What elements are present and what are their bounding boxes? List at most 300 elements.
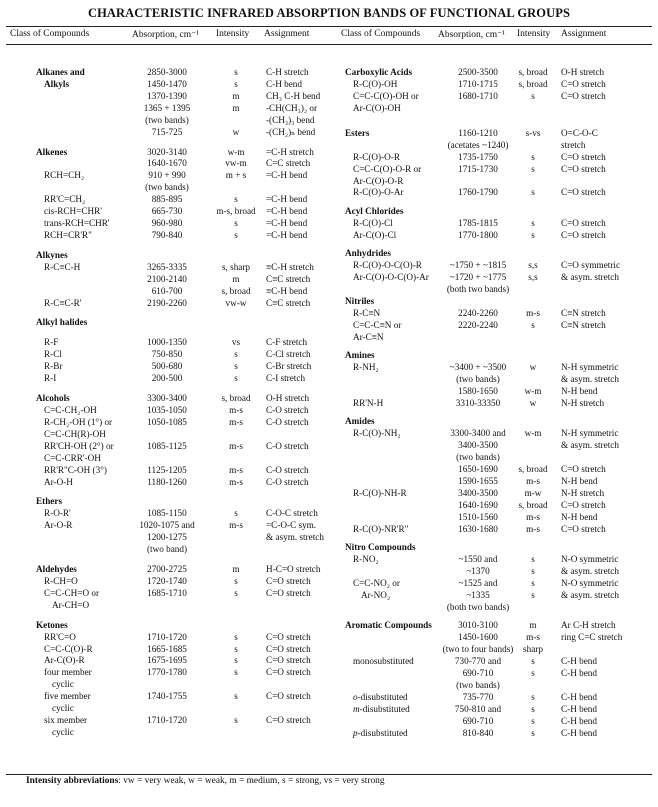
table-cell-class: Alcohols (36, 393, 70, 404)
table-cell-class: Aldehydes (36, 564, 77, 575)
table-cell-intensity: m-s (526, 476, 540, 487)
table-cell-absorption: 1370-1390 (147, 90, 187, 101)
table-cell-absorption: 3020-3140 (147, 146, 187, 157)
table-cell-absorption: 2220-2240 (458, 319, 498, 330)
table-cell-intensity: m (232, 90, 240, 101)
table-cell-assignment: & asym. stretch (561, 440, 619, 451)
table-cell-class: C=C-CH=O or (44, 587, 100, 598)
table-cell-intensity: vw-m (225, 158, 247, 169)
table-cell-class: R-C(O)-O-Ar (353, 187, 404, 198)
table-cell-intensity: s (234, 349, 238, 360)
document-title: CHARACTERISTIC INFRARED ABSORPTION BANDS OF FUNCTIONAL GROUPS (87, 6, 571, 20)
table-cell-intensity: s (531, 668, 535, 679)
table-cell-assignment: & asym. stretch (561, 566, 619, 577)
table-cell-assignment: C-O stretch (266, 416, 309, 427)
table-cell-assignment: & asym. stretch (266, 532, 324, 543)
table-cell-assignment: =C-H bend (266, 218, 308, 229)
table-cell-assignment: N-H bend (561, 386, 598, 397)
table-cell-class: Amides (345, 416, 375, 427)
table-cell-assignment: O=C-O-C (561, 127, 598, 138)
table-cell-absorption: 690-710 (462, 668, 494, 679)
table-cell-assignment: -(CH₂)ₙ bend (266, 126, 316, 137)
table-cell-absorption: 910 + 990 (148, 170, 186, 181)
table-cell-class: Ar-C(O)-O-R (353, 175, 404, 186)
table-cell-absorption: 1710-1720 (147, 715, 187, 726)
table-cell-intensity: s, broad (518, 500, 548, 511)
table-cell-absorption: 1050-1085 (147, 416, 187, 427)
table-cell-absorption: 1710-1720 (147, 631, 187, 642)
table-cell-class: RCH=CR'R" (44, 229, 92, 240)
table-cell-intensity: s (234, 631, 238, 642)
table-cell-absorption: 885-895 (151, 194, 183, 205)
table-cell-class: p-disubstituted (353, 727, 408, 738)
table-cell-intensity: m-s (526, 523, 540, 534)
table-cell-assignment: N-H symmetric (561, 428, 619, 439)
table-cell-assignment: C=O stretch (561, 78, 606, 89)
table-cell-assignment: =C-H bend (266, 194, 308, 205)
table-cell-assignment: -(CH₃)₃ bend (266, 114, 315, 125)
table-cell-absorption: (both two bands) (446, 602, 510, 613)
table-cell-class: Amines (345, 350, 375, 361)
table-cell-intensity: s (531, 692, 535, 703)
table-cell-intensity: w (529, 398, 537, 408)
table-cell-absorption: 3300-3400 and (450, 428, 506, 439)
table-cell-assignment: C=O stretch (266, 631, 311, 642)
table-cell-class: R-C(O)-O-R (353, 151, 400, 162)
table-cell-intensity: s (531, 187, 535, 198)
table-cell-class: Aromatic Compounds (345, 620, 432, 631)
table-cell-intensity: s, broad (518, 464, 548, 475)
table-cell-class: RR'C=O (44, 631, 76, 642)
table-cell-class: RCH=CH₂ (44, 170, 85, 181)
table-cell-absorption: 3310-33350 (455, 398, 501, 408)
header-class-right: Class of Compounds (341, 29, 421, 39)
table-cell-absorption: 1510-1560 (458, 511, 498, 522)
table-cell-intensity: vs (231, 337, 241, 348)
table-cell-intensity: m-s (229, 476, 243, 487)
table-cell-class: R-C(O)-OH (353, 78, 398, 89)
table-cell-absorption: ~1720 + ~1775 (449, 272, 507, 283)
table-cell-class: Ketones (36, 619, 68, 630)
table-cell-assignment: =C-H bend (266, 170, 308, 181)
table-cell-class: C=C-C(O)-R (44, 643, 93, 654)
table-cell-assignment: C-H bend (561, 668, 597, 679)
table-cell-intensity: s,s (528, 260, 538, 271)
table-cell-intensity: s, sharp (221, 261, 251, 272)
table-cell-assignment: N-O symmetric (561, 578, 619, 589)
table-cell-class: Ar-C(O)-Cl (353, 229, 397, 240)
table-cell-intensity: s (234, 575, 238, 586)
table-cell-assignment: C=O stretch (561, 229, 606, 240)
table-cell-absorption: ~1370 (466, 566, 490, 577)
table-cell-intensity: s (531, 716, 535, 726)
table-cell-absorption: 1200-1275 (147, 532, 187, 543)
table-cell-assignment: C-H bend (561, 704, 597, 715)
table-cell-class: R-C≡N (353, 307, 381, 318)
table-cell-class: Nitriles (345, 295, 375, 306)
table-cell-intensity: m-s (229, 520, 243, 531)
table-cell-class: C=C-CH(R)-OH (44, 428, 106, 439)
table-cell-intensity: s (531, 554, 535, 565)
table-cell-class: six member (44, 715, 88, 726)
table-cell-intensity: s (531, 656, 535, 667)
table-cell-intensity: s (531, 578, 535, 589)
table-cell-absorption: 750-850 (151, 349, 183, 360)
table-cell-assignment: C=O symmetric (561, 260, 621, 271)
table-cell-absorption: 2190-2260 (147, 297, 187, 308)
table-cell-absorption: 1085-1125 (147, 440, 187, 451)
table-cell-class: o-disubstituted (353, 692, 408, 703)
table-cell-assignment: & asym. stretch (561, 374, 619, 385)
table-cell-absorption: 665-730 (151, 206, 183, 217)
table-cell-intensity: s (234, 715, 238, 726)
table-cell-class: Ar-C(O)-OH (353, 102, 401, 113)
table-cell-assignment: N-H bend (561, 476, 598, 487)
table-cell-intensity: m-s (526, 307, 540, 318)
table-cell-assignment: C-Cl stretch (266, 349, 311, 360)
table-cell-absorption: 1450-1600 (458, 632, 498, 643)
table-cell-intensity: m (232, 102, 240, 113)
table-cell-assignment: =C-H bend (266, 229, 308, 240)
table-cell-class: Ar-NO₂ (361, 590, 391, 601)
table-cell-absorption: (two bands) (456, 680, 500, 691)
table-cell-assignment: C=O stretch (561, 187, 606, 198)
table-cell-intensity: s (234, 194, 238, 205)
header-class-left: Class of Compounds (10, 29, 90, 39)
table-cell-absorption: 1680-1710 (458, 90, 498, 101)
table-cell-intensity: s (531, 704, 535, 715)
table-cell-absorption: (both two bands) (446, 284, 510, 295)
table-cell-intensity: s,s (528, 272, 538, 283)
table-cell-absorption: 1035-1050 (147, 405, 187, 415)
table-cell-absorption: (two band) (146, 544, 188, 555)
table-cell-assignment: C-H bend (561, 692, 597, 703)
table-cell-assignment: C-H bend (266, 78, 302, 89)
table-cell-absorption: 3400-3500 (458, 440, 498, 451)
table-cell-class: Ar-O-R (44, 520, 73, 531)
table-cell-assignment: C-F stretch (266, 337, 308, 348)
table-cell-intensity: m-s (229, 464, 243, 475)
table-cell-absorption: (two bands) (456, 374, 500, 385)
table-cell-absorption: 1450-1470 (147, 78, 187, 89)
footer-label: Intensity abbreviations (26, 776, 119, 786)
table-cell-class: cyclic (52, 703, 74, 714)
table-cell-intensity: m-s (229, 405, 243, 415)
table-cell-assignment: C-O stretch (266, 476, 309, 487)
table-cell-absorption: 1365 + 1395 (143, 102, 191, 113)
table-cell-absorption: 200-500 (151, 373, 183, 384)
table-cell-assignment: O-H stretch (561, 67, 605, 77)
table-cell-intensity: s (234, 655, 238, 666)
table-cell-class: Anhydrides (345, 248, 391, 259)
table-cell-assignment: =C-H stretch (266, 146, 314, 157)
header-assignment-right: Assignment (561, 29, 607, 39)
table-cell-class: C=C-NO₂ or (353, 578, 400, 589)
table-cell-absorption: 790-840 (151, 229, 183, 240)
table-cell-absorption: 500-680 (151, 361, 183, 372)
table-cell-absorption: 1710-1715 (458, 78, 498, 89)
table-cell-absorption: 960-980 (151, 218, 183, 229)
table-cell-intensity: s (234, 218, 238, 229)
table-cell-class: monosubstituted (353, 656, 414, 667)
footer-rule (6, 774, 652, 775)
table-cell-assignment: C=O stretch (266, 643, 311, 654)
table-cell-class: cis-RCH=CHR' (44, 206, 102, 217)
table-cell-absorption: 1720-1740 (147, 575, 187, 586)
table-cell-intensity: s, broad (221, 285, 251, 296)
table-cell-assignment: C=O stretch (561, 90, 606, 101)
table-cell-class: RR'R"C-OH (3°) (44, 464, 107, 475)
table-cell-class: R-O-R' (44, 508, 71, 519)
intensity-abbreviations (26, 776, 385, 786)
table-cell-absorption: 1640-1690 (458, 500, 498, 511)
table-cell-absorption: 1580-1650 (458, 386, 498, 397)
table-cell-absorption: 1715-1730 (458, 163, 498, 174)
table-cell-assignment: C=O stretch (561, 163, 606, 174)
table-cell-assignment: N-H stretch (561, 488, 605, 499)
table-cell-absorption: 730-770 and (454, 656, 502, 667)
table-cell-assignment: C-O stretch (266, 464, 309, 475)
table-cell-intensity: m-s (526, 511, 540, 522)
table-cell-intensity: w-m (524, 428, 542, 439)
table-cell-class: R-F (44, 337, 59, 348)
table-cell-class: C=C-CRR'-OH (44, 452, 101, 463)
table-cell-absorption: 1685-1710 (147, 587, 187, 598)
table-cell-assignment: C-Br stretch (266, 361, 312, 372)
table-cell-intensity: s, broad (518, 67, 548, 77)
table-cell-class: Alkynes (36, 249, 68, 260)
table-cell-intensity: m + s (225, 170, 247, 181)
table-cell-class: R-NO₂ (353, 554, 379, 565)
table-cell-intensity: s (531, 319, 535, 330)
table-cell-class: Ar-O-H (44, 476, 73, 487)
header-absorption-right: Absorption, cm⁻¹ (438, 30, 505, 40)
header-top-rule (6, 26, 652, 27)
table-cell-intensity: m-s (526, 632, 540, 643)
table-cell-class: C=C-C(O)-OH or (353, 90, 419, 101)
table-cell-absorption: 1160-1210 (458, 127, 498, 138)
table-cell-class: R-C(O)-O-C(O)-R (353, 260, 422, 271)
table-cell-class: five member (44, 691, 91, 702)
table-cell-assignment: C≡C stretch (266, 297, 311, 308)
table-cell-absorption: 3265-3335 (147, 261, 187, 272)
table-cell-class: cyclic (52, 727, 74, 737)
table-cell-class: C=C-C(O)-O-R or (353, 163, 422, 174)
table-cell-assignment: C=O stretch (266, 575, 311, 586)
table-cell-assignment: C-O stretch (266, 405, 309, 415)
table-cell-absorption: 2240-2260 (458, 307, 498, 318)
table-cell-assignment: ≡C-H bend (266, 285, 308, 296)
table-cell-intensity: m (232, 564, 240, 575)
table-cell-intensity: s (234, 78, 238, 89)
table-cell-intensity: s (531, 90, 535, 101)
table-cell-intensity: m (529, 620, 537, 631)
table-cell-class: Nitro Compounds (345, 542, 416, 553)
table-cell-intensity: w-m (524, 386, 542, 397)
table-cell-class: Carboxylic Acids (345, 67, 413, 77)
table-cell-class: m-disubstituted (353, 704, 410, 715)
table-cell-class: Ethers (36, 496, 63, 507)
table-cell-assignment: & asym. stretch (561, 590, 619, 601)
table-cell-intensity: w-m (227, 146, 245, 157)
table-cell-intensity: s (531, 566, 535, 577)
table-cell-absorption: 2500-3500 (458, 67, 498, 77)
table-cell-assignment: & asym. stretch (561, 272, 619, 283)
table-cell-assignment: N-H stretch (561, 398, 605, 408)
table-cell-assignment: C-H bend (561, 656, 597, 667)
table-cell-class: R-Cl (44, 349, 62, 360)
table-cell-class: Ar-CH=O (52, 599, 90, 610)
table-cell-class: Ar-C≡N (353, 331, 384, 342)
table-cell-class: Alkyls (44, 78, 70, 89)
table-cell-absorption: 610-700 (151, 285, 183, 296)
table-cell-assignment: C=O stretch (561, 151, 606, 162)
table-cell-absorption: 3010-3100 (458, 620, 498, 631)
table-cell-class: R-CH=O (44, 575, 78, 586)
table-cell-absorption: (acetates ~1240) (447, 139, 509, 150)
table-cell-class: C=C-C≡N or (353, 319, 402, 330)
table-cell-assignment: C-H stretch (266, 67, 309, 77)
table-cell-class: R-C(O)-Cl (353, 217, 393, 228)
table-cell-intensity: s (531, 727, 535, 738)
table-cell-assignment: C=O stretch (266, 715, 311, 726)
table-cell-absorption: 750-810 and (454, 704, 502, 715)
table-cell-assignment: C=O stretch (561, 464, 606, 475)
table-cell-intensity: s (234, 643, 238, 654)
table-cell-assignment: CH₃ C-H bend (266, 90, 321, 101)
table-cell-absorption: 1640-1670 (147, 158, 187, 169)
table-cell-absorption: 1770-1780 (147, 667, 187, 678)
table-cell-assignment: C=O stretch (266, 667, 311, 678)
table-cell-intensity: s (234, 587, 238, 598)
table-cell-intensity: s (234, 67, 238, 77)
table-cell-absorption: 735-770 (462, 692, 494, 703)
table-cell-assignment: C≡N stretch (561, 319, 606, 330)
table-cell-absorption: 1590-1655 (458, 476, 498, 487)
table-cell-assignment: stretch (561, 139, 586, 150)
header-intensity-left: Intensity (216, 29, 250, 39)
table-cell-assignment: C=O stretch (266, 587, 311, 598)
table-cell-class: Ar-C(O)-R (44, 655, 85, 666)
table-cell-absorption: 1665-1685 (147, 643, 187, 654)
table-cell-absorption: 1650-1690 (458, 464, 498, 475)
table-cell-absorption: 690-710 (462, 716, 494, 726)
table-cell-class: Alkyl halides (36, 317, 88, 328)
table-cell-absorption: 810-840 (462, 727, 494, 738)
table-cell-assignment: C-O-C stretch (266, 508, 318, 519)
table-cell-absorption: 715-725 (151, 126, 183, 137)
table-cell-intensity: w (232, 126, 240, 137)
table-cell-class: Esters (345, 127, 370, 138)
table-cell-class: cyclic (52, 679, 74, 690)
table-cell-class: RR'N-H (353, 398, 384, 408)
table-cell-absorption: (two to four bands) (442, 644, 514, 655)
footer-text: : vw = very weak, w = weak, m = medium, s = strong, vs = very strong (118, 776, 385, 786)
table-cell-assignment: N-H symmetric (561, 362, 619, 373)
table-cell-absorption: 3400-3500 (458, 488, 498, 499)
table-cell-assignment: C≡N stretch (561, 307, 606, 318)
table-cell-absorption: 1735-1750 (458, 151, 498, 162)
table-cell-absorption: 2700-2725 (147, 564, 187, 575)
table-cell-absorption: ~1550 and (458, 554, 498, 565)
header-bottom-rule (6, 44, 652, 45)
table-cell-class: RR'CH-OH (2°) or (44, 440, 114, 451)
table-cell-intensity: s (531, 151, 535, 162)
table-cell-intensity: s (234, 691, 238, 702)
table-cell-assignment: -CH(CH₃)₂ or (266, 102, 318, 113)
table-cell-assignment: ≡C-H stretch (266, 261, 314, 272)
header-intensity-right: Intensity (517, 29, 551, 39)
table-cell-absorption: (two bands) (456, 452, 500, 463)
table-cell-assignment: Ar C-H stretch (561, 620, 616, 631)
table-cell-absorption: 1085-1150 (147, 508, 187, 519)
table-cell-intensity: s (531, 590, 535, 601)
table-cell-absorption: ~1335 (466, 590, 490, 601)
table-cell-absorption: ~1750 + ~1815 (449, 260, 507, 271)
table-cell-intensity: s (531, 217, 535, 228)
table-cell-class: R-I (44, 373, 57, 384)
table-cell-assignment: C≡C stretch (266, 273, 311, 284)
table-cell-assignment: C-H bend (561, 727, 597, 738)
table-cell-absorption: 2100-2140 (147, 273, 187, 284)
table-cell-assignment: O-H stretch (266, 393, 310, 404)
table-cell-assignment: ring C=C stretch (561, 632, 623, 643)
table-cell-assignment: C=C stretch (266, 158, 311, 169)
table-cell-assignment: C=O stretch (561, 500, 606, 511)
table-cell-intensity: s, broad (518, 78, 548, 89)
table-cell-intensity: s, broad (221, 393, 251, 404)
table-cell-assignment: C=O stretch (266, 655, 311, 666)
table-cell-assignment: N-O symmetric (561, 554, 619, 565)
table-cell-assignment: C=O stretch (561, 217, 606, 228)
table-cell-assignment: N-H bend (561, 511, 598, 522)
table-cell-assignment: C=O stretch (266, 691, 311, 702)
table-cell-intensity: w (529, 362, 537, 373)
table-cell-class: Ar-C(O)-O-C(O)-Ar (353, 272, 429, 283)
table-cell-assignment: =C-H bend (266, 206, 308, 217)
table-cell-class: R-C(O)-NR'R" (353, 523, 409, 534)
table-cell-absorption: 1180-1260 (147, 476, 187, 487)
table-cell-absorption: ~3400 + ~3500 (449, 362, 507, 373)
table-cell-absorption: 1760-1790 (458, 187, 498, 198)
table-cell-absorption: 1740-1755 (147, 691, 187, 702)
table-cell-intensity: s (234, 667, 238, 678)
table-cell-absorption: 1675-1695 (147, 655, 187, 666)
table-cell-class: R-NH₂ (353, 362, 379, 373)
table-cell-class: Alkenes (36, 146, 68, 157)
table-cell-intensity: m (232, 273, 240, 284)
table-cell-class: R-Br (44, 361, 63, 372)
table-cell-class: RR'C=CH₂ (44, 194, 86, 205)
table-cell-absorption: 1770-1800 (458, 229, 498, 240)
table-cell-class: R-CH₂-OH (1°) or (44, 416, 113, 427)
table-cell-intensity: vw-w (225, 297, 247, 308)
header-absorption-left: Absorption, cm⁻¹ (132, 30, 199, 40)
table-cell-absorption: 1785-1815 (458, 217, 498, 228)
table-cell-intensity: sharp (523, 644, 543, 655)
table-cell-intensity: s (234, 229, 238, 240)
table-cell-absorption: ~1525 and (458, 578, 498, 589)
table-cell-intensity: s (531, 163, 535, 174)
table-cell-class: C=C-CH₂-OH (44, 405, 97, 415)
table-cell-intensity: s (234, 373, 238, 384)
table-cell-assignment: C-H bend (561, 716, 597, 726)
table-cell-assignment: =C-O-C sym. (266, 520, 317, 531)
table-cell-assignment: H-C=O stretch (266, 564, 321, 575)
table-cell-absorption: 1000-1350 (147, 337, 187, 348)
table-cell-intensity: s (234, 508, 238, 519)
table-cell-assignment: C-O stretch (266, 440, 309, 451)
